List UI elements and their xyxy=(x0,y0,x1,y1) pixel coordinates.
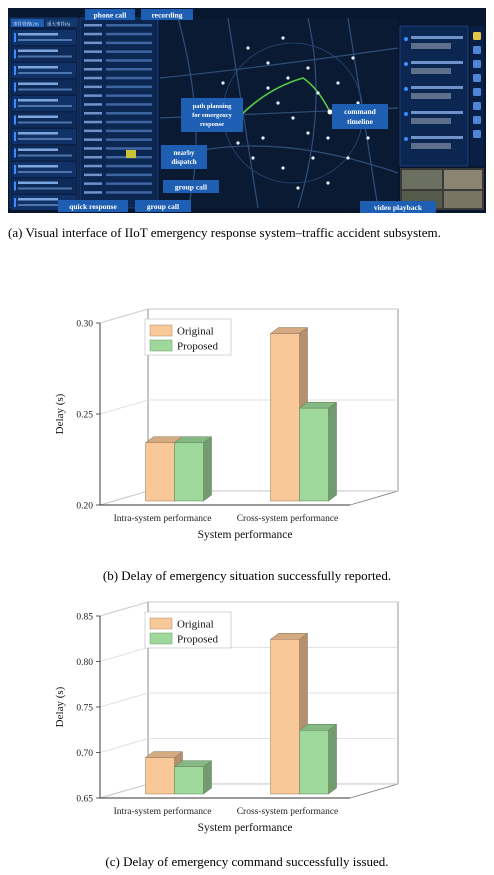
chart-b-bar-proposed-intra-side xyxy=(204,437,212,501)
chart-b-x-axis-label: System performance xyxy=(197,529,293,541)
caption-panel-c: (c) Delay of emergency command successfully issued. xyxy=(105,854,389,869)
event-status-bar xyxy=(14,149,16,158)
event-list-item[interactable] xyxy=(12,113,76,128)
timeline-node xyxy=(404,62,408,66)
dispatch-button[interactable] xyxy=(126,150,136,158)
detail-value-placeholder xyxy=(106,86,152,89)
event-status-bar xyxy=(14,165,16,174)
event-text-placeholder xyxy=(18,89,72,91)
detail-value-placeholder xyxy=(106,182,152,185)
chart-c-legend-swatch-proposed xyxy=(150,633,172,644)
event-status-bar xyxy=(14,99,16,108)
detail-label-placeholder xyxy=(84,24,102,27)
timeline-text-placeholder xyxy=(411,136,463,139)
timeline-node xyxy=(404,37,408,41)
vehicle-marker-icon xyxy=(366,136,369,139)
event-text-placeholder xyxy=(18,99,58,102)
chart-c-y-tick-label: 0.65 xyxy=(76,794,93,805)
detail-label-placeholder xyxy=(84,121,102,124)
event-text-placeholder xyxy=(18,33,58,36)
chart-report-delay xyxy=(40,305,440,550)
timeline-text-placeholder xyxy=(411,61,463,64)
detail-value-placeholder xyxy=(106,174,152,177)
event-list-item[interactable] xyxy=(12,96,76,111)
event-status-bar xyxy=(14,33,16,42)
chart-b-bar-proposed-cross-side xyxy=(329,402,337,501)
detail-label-placeholder xyxy=(84,33,102,36)
tab-major-events-label: 重大事件(6) xyxy=(47,21,71,27)
detail-value-placeholder xyxy=(106,68,152,71)
chart-b-y-axis-label: Delay (s) xyxy=(54,393,66,435)
chart-c-x-tick-label: Intra-system performance xyxy=(113,807,212,817)
event-text-placeholder xyxy=(18,83,58,86)
event-list-item[interactable] xyxy=(12,47,76,62)
chart-b-x-tick-label: Cross-system performance xyxy=(236,514,339,524)
vehicle-marker-icon xyxy=(326,136,329,139)
event-text-placeholder xyxy=(18,198,58,201)
event-text-placeholder xyxy=(18,39,72,41)
timeline-text-placeholder xyxy=(411,143,451,149)
chart-c-bar-proposed-cross-side xyxy=(329,724,337,794)
tab-event-management-label: 事件管理(20) xyxy=(13,21,39,27)
chart-c-y-tick-label: 0.85 xyxy=(76,612,93,623)
callout-path-planning-line3: response xyxy=(199,121,225,128)
chart-c-y-tick-label: 0.75 xyxy=(76,703,93,714)
callout-video-playback-label: video playback xyxy=(373,203,423,212)
detail-value-placeholder xyxy=(106,112,152,115)
toolbar-icon[interactable] xyxy=(473,46,481,54)
timeline-node xyxy=(404,112,408,116)
chart-c-bar-proposed-cross xyxy=(300,730,329,794)
chart-b-legend xyxy=(145,319,231,355)
chart-b-legend-label-original: Original xyxy=(177,325,214,338)
toolbar-icon[interactable] xyxy=(473,32,481,40)
vehicle-marker-icon xyxy=(326,181,329,184)
detail-value-placeholder xyxy=(106,121,152,124)
chart-c-bar-original-cross xyxy=(271,639,300,794)
vehicle-marker-icon xyxy=(311,156,314,159)
toolbar-icon[interactable] xyxy=(473,74,481,82)
event-text-placeholder xyxy=(18,155,72,157)
chart-c-y-tick-label: 0.80 xyxy=(76,658,93,668)
chart-c-x-axis-label: System performance xyxy=(197,822,293,834)
vehicle-marker-icon xyxy=(286,76,289,79)
detail-label-placeholder xyxy=(84,165,102,168)
callout-group-call-bottom-label: group call xyxy=(146,202,180,211)
chart-b-bar-proposed-cross xyxy=(300,408,329,501)
event-list-item[interactable] xyxy=(12,30,76,45)
chart-b-y-tick-label: 0.20 xyxy=(76,501,93,512)
chart-b-floor xyxy=(100,491,398,505)
callout-command-timeline-line2: timeline xyxy=(347,117,373,126)
event-text-placeholder xyxy=(18,66,58,69)
detail-label-placeholder xyxy=(84,191,102,194)
event-text-placeholder xyxy=(18,56,72,58)
chart-c-x-tick-label: Cross-system performance xyxy=(236,807,339,817)
event-list-item[interactable] xyxy=(12,129,76,144)
vehicle-marker-icon xyxy=(296,186,299,189)
chart-c-y-axis-label: Delay (s) xyxy=(54,686,66,728)
callout-path-planning-line2: for emergency xyxy=(192,112,232,119)
detail-label-placeholder xyxy=(84,94,102,97)
detail-value-placeholder xyxy=(106,42,152,45)
callout-group-call-mid-label: group call xyxy=(174,182,208,192)
detail-label-placeholder xyxy=(84,147,102,150)
event-status-bar xyxy=(14,83,16,92)
chart-c-floor xyxy=(100,784,398,798)
vehicle-marker-icon xyxy=(251,156,254,159)
event-text-placeholder xyxy=(18,171,72,173)
detail-label-placeholder xyxy=(84,156,102,159)
event-text-placeholder xyxy=(18,182,58,185)
video-thumbnail-4[interactable] xyxy=(444,191,482,208)
vehicle-marker-icon xyxy=(306,131,309,134)
callout-recording-label: recording xyxy=(151,10,183,20)
event-text-placeholder xyxy=(18,188,72,190)
timeline-text-placeholder xyxy=(411,118,451,124)
detail-label-placeholder xyxy=(84,103,102,106)
detail-value-placeholder xyxy=(106,24,152,27)
chart-b-y-tick-label: 0.25 xyxy=(76,410,93,421)
chart-b-bar-proposed-intra xyxy=(175,443,204,501)
event-list-item[interactable] xyxy=(12,179,76,194)
detail-value-placeholder xyxy=(106,165,152,168)
event-status-bar xyxy=(14,198,16,207)
event-text-placeholder xyxy=(18,122,72,124)
vehicle-marker-icon xyxy=(266,61,269,64)
chart-b-bar-original-cross xyxy=(271,334,300,501)
emergency-dashboard-screenshot xyxy=(8,8,486,213)
detail-value-placeholder xyxy=(106,94,152,97)
chart-b-legend-label-proposed: Proposed xyxy=(177,340,218,353)
detail-label-placeholder xyxy=(84,86,102,89)
event-list xyxy=(12,30,76,210)
event-text-placeholder xyxy=(18,149,58,152)
chart-c-y-tick-label: 0.70 xyxy=(76,749,93,759)
chart-c-bar-original-intra xyxy=(146,758,175,794)
callout-path-planning-line1: path planning xyxy=(192,103,232,110)
chart-b-legend-swatch-proposed xyxy=(150,340,172,351)
event-text-placeholder xyxy=(18,165,58,168)
toolbar-icon[interactable] xyxy=(473,116,481,124)
vehicle-marker-icon xyxy=(306,66,309,69)
vehicle-marker-icon xyxy=(336,81,339,84)
detail-value-placeholder xyxy=(106,77,152,80)
timeline-node xyxy=(404,137,408,141)
event-text-placeholder xyxy=(18,116,58,119)
detail-label-placeholder xyxy=(84,50,102,53)
detail-value-placeholder xyxy=(106,130,152,133)
detail-label-placeholder xyxy=(84,174,102,177)
event-status-bar xyxy=(14,182,16,191)
toolbar-icon[interactable] xyxy=(473,88,481,96)
event-list-item[interactable] xyxy=(12,63,76,78)
event-text-placeholder xyxy=(18,138,72,140)
vehicle-marker-icon xyxy=(266,86,269,89)
timeline-text-placeholder xyxy=(411,68,451,74)
caption-panel-b: (b) Delay of emergency situation successfully reported. xyxy=(102,568,392,583)
detail-value-placeholder xyxy=(106,33,152,36)
vehicle-marker-icon xyxy=(276,101,279,104)
vehicle-marker-icon xyxy=(236,141,239,144)
callout-nearby-dispatch-line1: nearby xyxy=(173,149,195,157)
detail-label-placeholder xyxy=(84,112,102,115)
detail-value-placeholder xyxy=(106,103,152,106)
detail-value-placeholder xyxy=(106,50,152,53)
video-thumbnail-2[interactable] xyxy=(444,170,482,189)
vehicle-marker-icon xyxy=(346,156,349,159)
event-text-placeholder xyxy=(18,105,72,107)
toolbar-icon[interactable] xyxy=(473,102,481,110)
detail-label-placeholder xyxy=(84,77,102,80)
chart-b-x-tick-label: Intra-system performance xyxy=(113,514,212,524)
chart-c-legend-swatch-original xyxy=(150,618,172,629)
event-status-bar xyxy=(14,132,16,141)
responder-marker[interactable] xyxy=(328,110,333,115)
vehicle-marker-icon xyxy=(221,81,224,84)
event-status-bar xyxy=(14,66,16,75)
event-list-item[interactable] xyxy=(12,146,76,161)
vehicle-marker-icon xyxy=(291,116,294,119)
event-text-placeholder xyxy=(18,50,58,53)
toolbar-icon[interactable] xyxy=(473,60,481,68)
video-thumbnail-1[interactable] xyxy=(402,170,442,189)
event-text-placeholder xyxy=(18,72,72,74)
detail-label-placeholder xyxy=(84,68,102,71)
event-list-item[interactable] xyxy=(12,162,76,177)
vehicle-marker-icon xyxy=(316,91,319,94)
detail-label-placeholder xyxy=(84,182,102,185)
chart-c-legend-label-original: Original xyxy=(177,618,214,631)
detail-label-placeholder xyxy=(84,130,102,133)
vehicle-marker-icon xyxy=(261,136,264,139)
detail-label-placeholder xyxy=(84,138,102,141)
vehicle-marker-icon xyxy=(246,46,249,49)
detail-label-placeholder xyxy=(84,42,102,45)
chart-c-legend-label-proposed: Proposed xyxy=(177,633,218,646)
callout-quick-response-label: quick response xyxy=(69,202,117,211)
timeline-text-placeholder xyxy=(411,86,463,89)
event-status-bar xyxy=(14,50,16,59)
chart-b-y-tick-label: 0.30 xyxy=(76,319,93,330)
chart-b-bar-original-intra xyxy=(146,443,175,501)
event-text-placeholder xyxy=(18,132,58,135)
toolbar-icon[interactable] xyxy=(473,130,481,138)
detail-value-placeholder xyxy=(106,138,152,141)
timeline-node xyxy=(404,87,408,91)
vehicle-marker-icon xyxy=(281,166,284,169)
chart-c-legend xyxy=(145,612,231,648)
detail-value-placeholder xyxy=(106,147,152,150)
timeline-text-placeholder xyxy=(411,93,451,99)
callout-command-timeline-line1: command xyxy=(344,107,376,116)
detail-label-placeholder xyxy=(84,59,102,62)
timeline-text-placeholder xyxy=(411,36,463,39)
chart-command-delay xyxy=(40,598,440,843)
callout-phone-call-label: phone call xyxy=(93,10,127,20)
vehicle-marker-icon xyxy=(351,56,354,59)
timeline-text-placeholder xyxy=(411,43,451,49)
callout-nearby-dispatch-line2: dispatch xyxy=(171,158,197,166)
chart-c-bar-proposed-intra xyxy=(175,767,204,794)
detail-value-placeholder xyxy=(106,191,152,194)
event-status-bar xyxy=(14,116,16,125)
caption-panel-a: (a) Visual interface of IIoT emergency response system–traffic accident subsystem. xyxy=(8,225,441,240)
chart-b-legend-swatch-original xyxy=(150,325,172,336)
timeline-text-placeholder xyxy=(411,111,463,114)
detail-value-placeholder xyxy=(106,59,152,62)
vehicle-marker-icon xyxy=(281,36,284,39)
event-list-item[interactable] xyxy=(12,80,76,95)
